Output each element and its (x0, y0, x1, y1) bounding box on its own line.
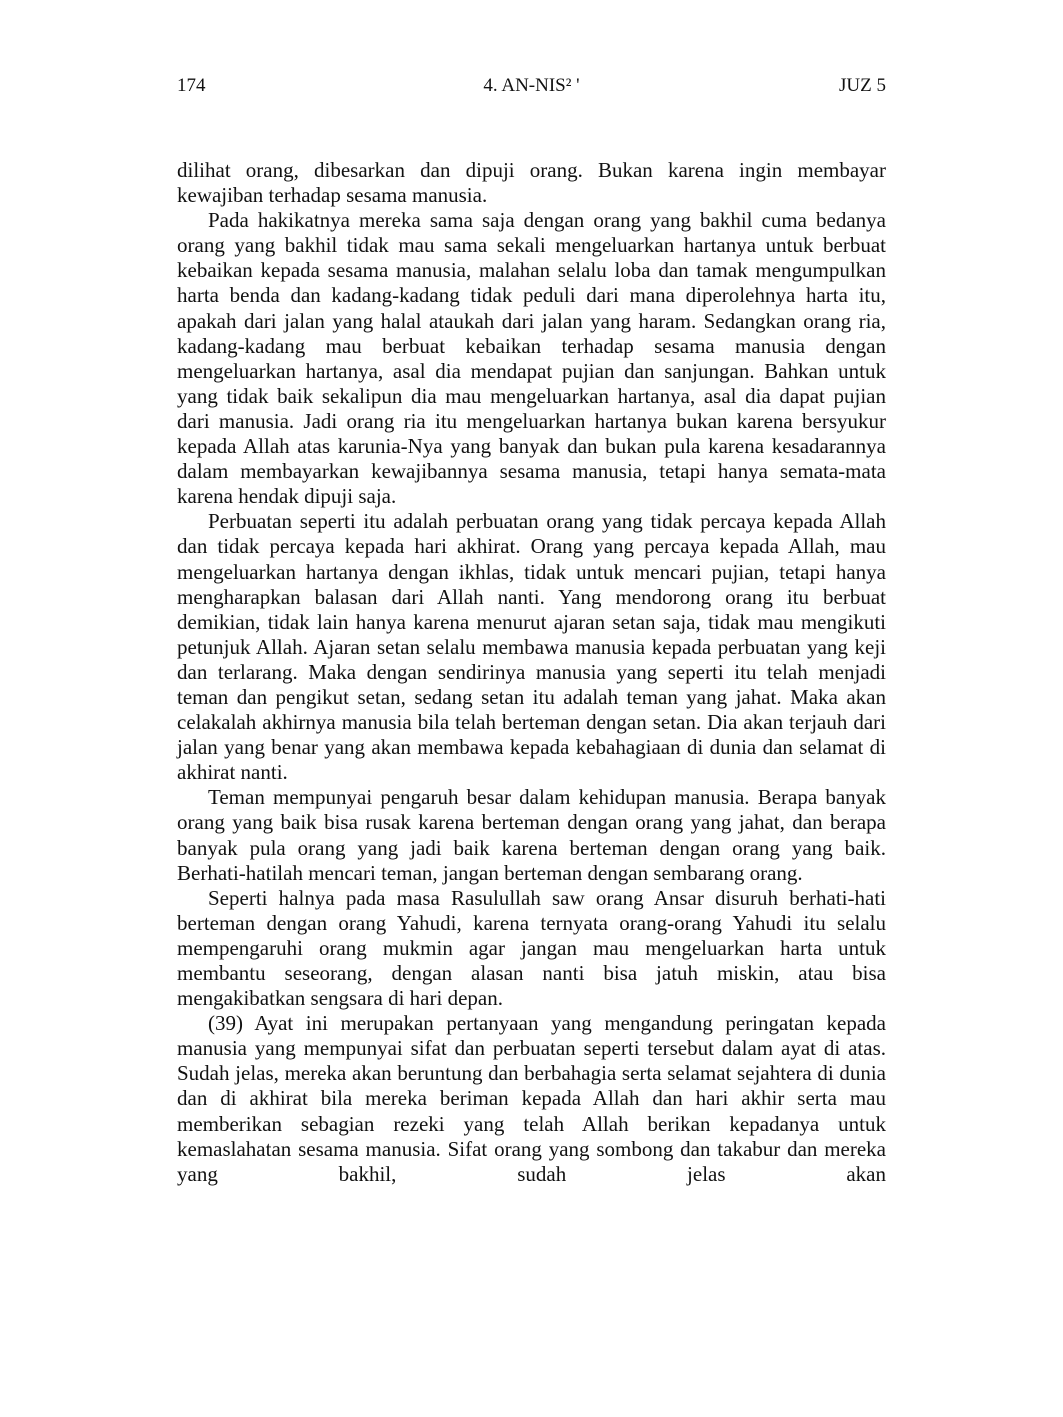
chapter-title: 4. AN-NIS² ' (483, 75, 580, 96)
page-header (177, 73, 886, 99)
page-number: 174 (177, 75, 206, 96)
paragraph: Pada hakikatnya mereka sama saja dengan orang yang bakhil cuma bedanya orang yang bakhil tidak mau sama sekali mengeluarkan hartanya untuk berbuat kebaikan kepada sesama manusia, malahan selalu loba dan tamak mengumpulkan harta benda dan kadang-kadang tidak peduli dari mana diperolehnya harta itu, apakah dari jalan yang halal ataukah dari jalan yang haram. Sedangkan orang ria, kadang-kadang mau berbuat kebaikan terhadap sesama manusia dengan mengeluarkan hartanya, asal dia mendapat pujian dan sanjungan. Bahkan untuk yang tidak baik sekalipun dia mau mengeluarkan hartanya, asal dia dapat pujian dari manusia. Jadi orang ria itu mengeluarkan hartanya bukan karena bersyukur kepada Allah atas karunia-Nya yang banyak dan bukan pula karena kesadarannya dalam membayarkan kewajibannya sesama manusia, tetapi hanya semata-mata karena hendak dipuji saja. (177, 208, 886, 509)
body-text (177, 158, 886, 1187)
juz-label: JUZ 5 (839, 75, 886, 96)
paragraph: Perbuatan seperti itu adalah perbuatan orang yang tidak percaya kepada Allah dan tidak percaya kepada hari akhirat. Orang yang percaya kepada Allah, mau mengeluarkan hartanya dengan ikhlas, tidak untuk mencari pujian, tetapi hanya mengharapkan balasan dari Allah nanti. Yang mendorong orang itu berbuat demikian, tidak lain hanya karena menurut ajaran setan saja, tidak mau mengikuti petunjuk Allah. Ajaran setan selalu membawa manusia kepada perbuatan yang keji dan terlarang. Maka dengan sendirinya manusia yang seperti itu telah menjadi teman dan pengikut setan, sedang setan itu adalah teman yang jahat. Maka akan celakalah akhirnya manusia bila telah berteman dengan setan. Dia akan terjauh dari jalan yang benar yang akan membawa kepada kebahagiaan di dunia dan selamat di akhirat nanti. (177, 509, 886, 785)
paragraph-verse-39: (39) Ayat ini merupakan pertanyaan yang mengandung peringatan kepada manusia yang mempunyai sifat dan perbuatan seperti tersebut dalam ayat di atas. Sudah jelas, mereka akan beruntung dan berbahagia serta selamat sejahtera di dunia dan di akhirat bila mereka beriman kepada Allah dan hari akhir serta mau memberikan sebagian rezeki yang telah Allah berikan kepadanya untuk kemaslahatan sesama manusia. Sifat orang yang sombong dan takabur dan mereka yang bakhil, sudah jelas akan (177, 1011, 886, 1186)
paragraph: Seperti halnya pada masa Rasulullah saw orang Ansar disuruh berhati-hati berteman dengan orang Yahudi, karena ternyata orang-orang Yahudi itu selalu mempengaruhi orang mukmin agar jangan mau mengeluarkan harta untuk membantu seseorang, dengan alasan nanti bisa jatuh miskin, atau bisa mengakibatkan sengsara di hari depan. (177, 885, 886, 1011)
paragraph: Teman mempunyai pengaruh besar dalam kehidupan manusia. Berapa banyak orang yang baik bisa rusak karena berteman dengan orang yang jahat, dan berapa banyak pula orang yang jadi baik karena berteman dengan orang yang baik. Berhati-hatilah mencari teman, jangan berteman dengan sembarang orang. (177, 785, 886, 885)
paragraph-continued: dilihat orang, dibesarkan dan dipuji orang. Bukan karena ingin membayar kewajiban terhadap sesama manusia. (177, 158, 886, 208)
